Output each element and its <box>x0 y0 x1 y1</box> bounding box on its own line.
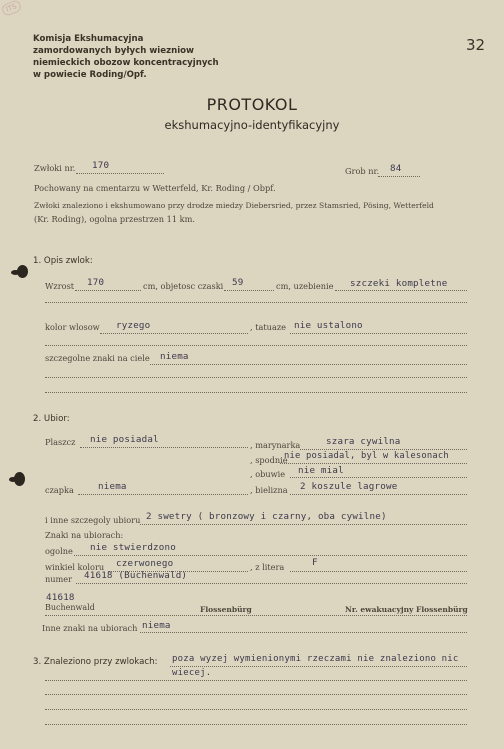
tag-number: 41618 <box>46 592 75 603</box>
dotted-line <box>45 724 467 725</box>
ogolne-label: ogolne <box>45 546 73 556</box>
znaleziono-value-2: wiecej. <box>172 668 212 678</box>
dotted-line <box>280 463 467 464</box>
zwloki-label: Zwłoki nr. <box>34 163 76 173</box>
wzrost-label: Wzrost <box>45 281 75 291</box>
nr-flossenburg-label: Nr. ewakuacyjny Flossenbürg <box>345 605 468 614</box>
buchenwald-label: Buchenwald <box>45 603 95 612</box>
dotted-line <box>45 302 467 303</box>
dotted-line <box>45 709 467 710</box>
numer-label: numer <box>45 574 73 584</box>
dotted-line <box>224 290 274 291</box>
ogolne-value: nie stwierdzono <box>90 542 176 553</box>
page-number: 32 <box>466 36 486 54</box>
bielizna-label: , bielizna <box>250 485 288 495</box>
dotted-line <box>45 392 467 393</box>
wzrost-value: 170 <box>87 277 105 288</box>
flossenburg-label: Flossenbürg <box>200 605 252 614</box>
dotted-line <box>335 290 467 291</box>
ink-blot <box>11 270 20 275</box>
its-stamp: ITS <box>0 0 22 17</box>
obuwie-value: nie mial <box>298 465 344 476</box>
dotted-line <box>45 694 467 695</box>
czaszka-value: 59 <box>232 277 244 288</box>
marynarka-label: , marynarka <box>250 440 301 450</box>
org-line-2: zamordowanych byłych wiezniow <box>33 46 194 56</box>
grob-label: Grob nr. <box>345 166 380 176</box>
obuwie-label: , obuwie <box>250 469 286 479</box>
inne-znaki-value: niema <box>142 620 171 631</box>
dotted-line <box>290 571 467 572</box>
dotted-line <box>170 666 467 667</box>
dotted-line <box>45 615 467 616</box>
dotted-line <box>140 524 467 525</box>
dotted-line <box>290 477 467 478</box>
czapka-label: czapka <box>45 485 74 495</box>
marynarka-value: szara cywilna <box>326 436 401 447</box>
litera-label: , z litera <box>250 562 285 572</box>
dotted-line <box>80 447 248 448</box>
znaki-value: niema <box>160 351 189 362</box>
opis-heading: 1. Opis zwlok: <box>33 256 93 266</box>
found-line-1: Zwłoki znaleziono i ekshumowano przy drodze miedzy Diebersried, przez Stamsried, Pösing, Wetterfeld <box>34 201 434 210</box>
document-title: PROTOKOL <box>206 95 298 114</box>
ubior-heading: 2. Ubior: <box>33 414 70 424</box>
dotted-line <box>45 680 467 681</box>
dotted-line <box>45 377 467 378</box>
dotted-line <box>100 333 248 334</box>
plaszcz-value: nie posiadal <box>90 434 159 445</box>
winkiel-label: winkiel koloru <box>45 562 105 572</box>
spodnie-label: , spodnie <box>250 455 288 465</box>
numer-value: 41618 (Buchenwald) <box>84 570 188 581</box>
dotted-line <box>300 449 467 450</box>
org-line-3: niemieckich obozow koncentracyjnych <box>33 58 219 68</box>
org-line-4: w powiecie Roding/Opf. <box>33 70 147 80</box>
dotted-line <box>150 364 467 365</box>
dotted-line <box>76 583 467 584</box>
buried-text: Pochowany na cmentarzu w Wetterfeld, Kr. Roding / Obpf. <box>34 183 276 193</box>
uzebienie-label: cm, uzebienie <box>276 281 334 291</box>
winkiel-value: czerwonego <box>116 558 174 569</box>
zwloki-value: 170 <box>92 160 110 171</box>
org-line-1: Komisja Ekshumacyjna <box>33 34 144 44</box>
bielizna-value: 2 koszule lagrowe <box>300 481 398 492</box>
kolor-label: kolor wlosow <box>45 322 100 332</box>
document-subtitle: ekshumacyjno-identyfikacyjny <box>164 118 340 132</box>
dotted-line <box>75 290 141 291</box>
spodnie-value: nie posiadal, byl w kalesonach <box>284 451 449 461</box>
znaleziono-heading: 3. Znaleziono przy zwlokach: <box>33 657 158 667</box>
dotted-line <box>378 176 420 177</box>
dotted-line <box>290 494 467 495</box>
znaki-ubior-header: Znaki na ubiorach: <box>45 530 124 540</box>
litera-value: F <box>312 557 318 568</box>
dotted-line <box>290 333 467 334</box>
inne-znaki-label: Inne znaki na ubiorach <box>42 623 138 633</box>
uzebienie-value: szczeki kompletne <box>350 278 448 289</box>
dotted-line <box>45 345 467 346</box>
ink-blot <box>9 477 17 482</box>
inne-value: 2 swetry ( bronzowy i czarny, oba cywilne) <box>146 511 387 522</box>
kolor-value: ryzego <box>116 320 151 331</box>
dotted-line <box>78 494 248 495</box>
dotted-line <box>76 173 164 174</box>
dotted-line <box>74 555 467 556</box>
znaki-label: szczegolne znaki na ciele <box>45 353 150 363</box>
tatuaze-value: nie ustalono <box>294 320 363 331</box>
inne-label: i inne szczegoly ubioru <box>45 515 141 525</box>
found-line-2: (Kr. Roding), ogolna przestrzen 11 km. <box>34 214 195 224</box>
czapka-value: niema <box>98 481 127 492</box>
tatuaze-label: , tatuaze <box>250 322 286 332</box>
dotted-line <box>140 632 467 633</box>
grob-value: 84 <box>390 163 402 174</box>
czaszka-label: cm, objetosc czaski <box>143 281 224 291</box>
znaleziono-value-1: poza wyzej wymienionymi rzeczami nie znaleziono nic <box>172 654 459 664</box>
plaszcz-label: Plaszcz <box>45 437 76 447</box>
